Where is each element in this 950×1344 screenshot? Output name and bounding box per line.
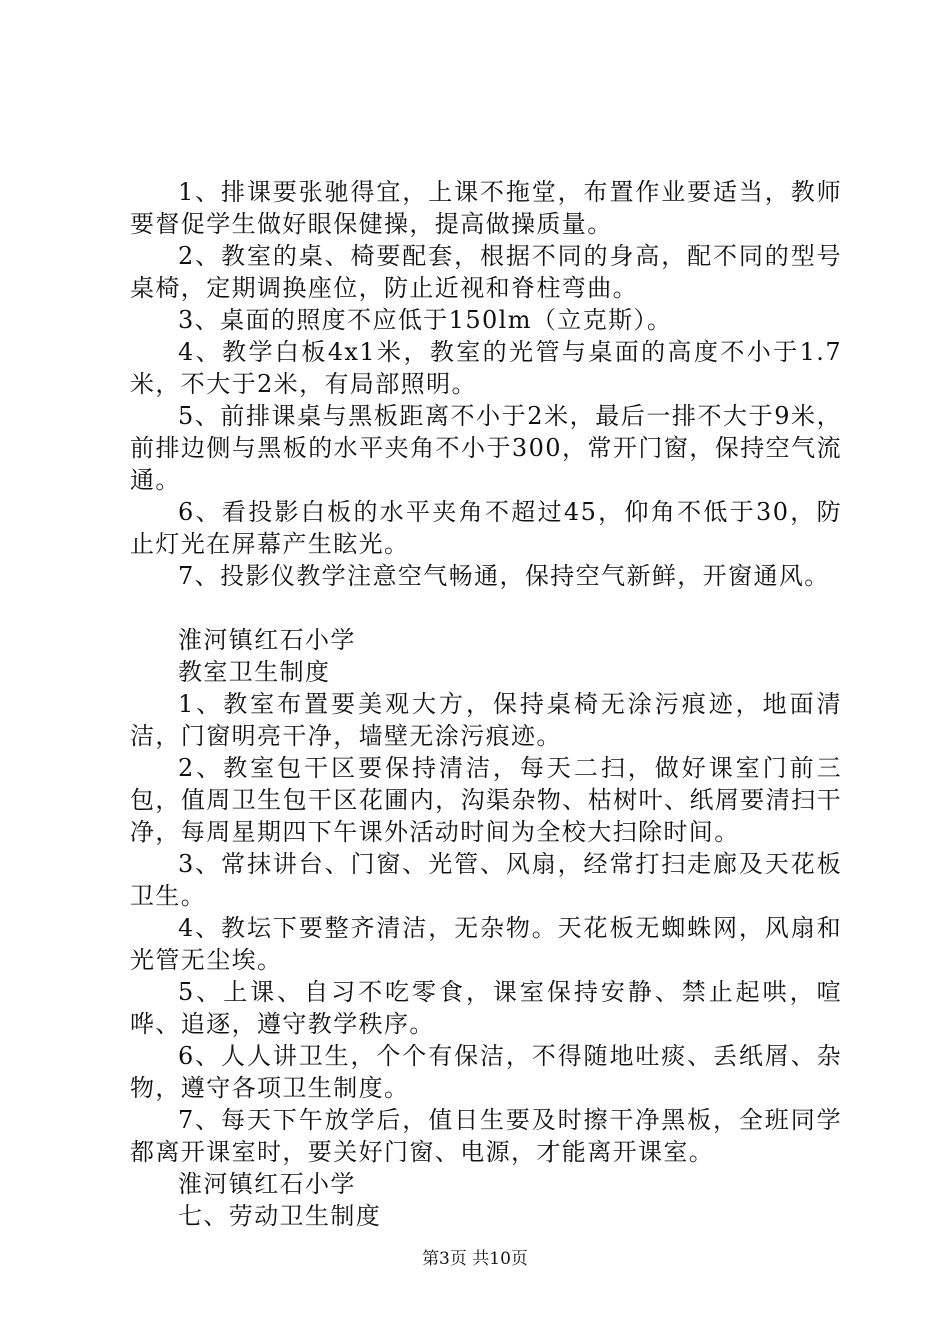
paragraph-1-7: 7、投影仪教学注意空气畅通，保持空气新鲜，开窗通风。: [178, 562, 830, 590]
section-title: 教室卫生制度: [178, 658, 331, 686]
paragraph-2-3: 3、常抹讲台、门窗、光管、风扇，经常打扫走廊及天花板卫生。: [130, 850, 842, 910]
paragraph-1-2: 2、教室的桌、椅要配套，根据不同的身高，配不同的型号桌椅，定期调换座位，防止近视和脊柱弯曲。: [130, 242, 842, 302]
paragraph-1-1: 1、排课要张驰得宜，上课不拖堂，布置作业要适当，教师要督促学生做好眼保健操，提高做操质量。: [130, 178, 842, 238]
school-signature: 淮河镇红石小学: [178, 1170, 356, 1198]
paragraph-2-5: 5、上课、自习不吃零食，课室保持安静、禁止起哄，喧哗、追逐，遵守教学秩序。: [130, 978, 842, 1038]
paragraph-2-1: 1、教室布置要美观大方，保持桌椅无涂污痕迹，地面清洁，门窗明亮干净，墙壁无涂污痕迹。: [130, 690, 842, 750]
page-footer: 第3页 共10页: [422, 1249, 528, 1269]
school-name: 淮河镇红石小学: [178, 626, 356, 654]
next-section-heading: 七、劳动卫生制度: [178, 1202, 382, 1230]
section-gap: [130, 592, 842, 624]
paragraph-1-5: 5、前排课桌与黑板距离不小于2米，最后一排不大于9米，前排边侧与黑板的水平夹角不小于300，常开门窗，保持空气流通。: [130, 402, 842, 494]
paragraph-1-6: 6、看投影白板的水平夹角不超过45，仰角不低于30，防止灯光在屏幕产生眩光。: [130, 498, 842, 558]
paragraph-1-4: 4、教学白板4x1米，教室的光管与桌面的高度不小于1.7米，不大于2米，有局部照明。: [130, 338, 842, 398]
paragraph-2-4: 4、教坛下要整齐清洁，无杂物。天花板无蜘蛛网，风扇和光管无尘埃。: [130, 914, 842, 974]
paragraph-1-3: 3、桌面的照度不应低于150lm（立克斯）。: [178, 306, 673, 334]
document-body: [130, 176, 842, 1232]
paragraph-2-7: 7、每天下午放学后，值日生要及时擦干净黑板，全班同学都离开课室时，要关好门窗、电源，才能离开课室。: [130, 1106, 842, 1166]
paragraph-2-6: 6、人人讲卫生，个个有保洁，不得随地吐痰、丢纸屑、杂物，遵守各项卫生制度。: [130, 1042, 842, 1102]
paragraph-2-2: 2、教室包干区要保持清洁，每天二扫，做好课室门前三包，值周卫生包干区花圃内，沟渠杂物、枯树叶、纸屑要清扫干净，每周星期四下午课外活动时间为全校大扫除时间。: [130, 754, 842, 846]
